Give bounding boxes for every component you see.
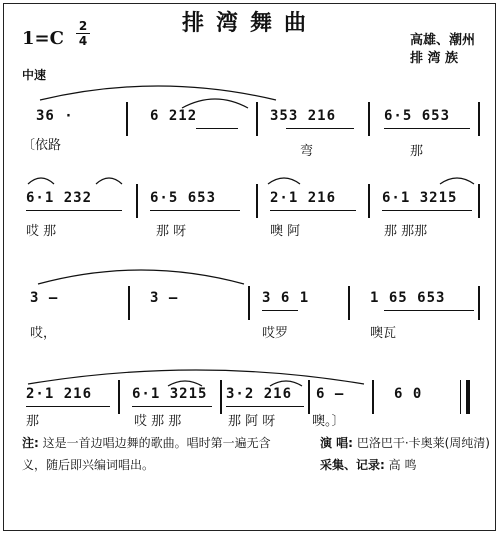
measure: 3 –	[150, 290, 179, 306]
lyric: 那	[410, 144, 424, 159]
barline	[478, 286, 480, 320]
credits	[320, 432, 490, 476]
barline	[248, 286, 250, 320]
time-bottom: 4	[78, 34, 88, 48]
footnote	[22, 432, 292, 476]
measure: 6 212	[150, 108, 198, 124]
measure: 3 –	[30, 290, 59, 306]
barline	[478, 184, 480, 218]
origin-ethnic: 排 湾 族	[410, 51, 459, 66]
origin-place: 高雄、潮州	[410, 33, 476, 48]
barline	[348, 286, 350, 320]
final-barline-thick	[466, 380, 470, 414]
final-barline-thin	[460, 380, 461, 414]
barline	[128, 286, 130, 320]
footnote-text: 这是一首边唱边舞的歌曲。唱时第一遍无含义，随后即兴编词唱出。	[22, 436, 271, 472]
measure: 353 216	[270, 108, 337, 124]
singer-name: 巴洛巴干·卡奥莱(周纯清)	[356, 436, 490, 450]
measure: 1 65 653	[370, 290, 446, 306]
barline	[126, 102, 128, 136]
barline	[256, 102, 258, 136]
lyric: 噢 阿	[270, 224, 301, 239]
collector-label: 采集、记录:	[320, 458, 385, 472]
lyric: 〔依路	[22, 138, 62, 153]
measure: 6·1 3215	[382, 190, 458, 206]
barline	[118, 380, 120, 414]
lyric: 那 呀	[156, 224, 187, 239]
barline	[136, 184, 138, 218]
measure: 6 0	[394, 386, 423, 402]
time-signature	[76, 20, 90, 47]
time-top: 2	[78, 19, 88, 33]
measure: 6·5 653	[150, 190, 217, 206]
barline	[256, 184, 258, 218]
lyric: 噢。〕	[312, 414, 345, 429]
barline	[372, 380, 374, 414]
measure: 2·1 216	[26, 386, 93, 402]
lyric: 哎罗	[262, 326, 289, 341]
measure: 6 –	[316, 386, 345, 402]
song-title: 排湾舞曲	[181, 10, 318, 36]
lyric: 哎 那 那	[134, 414, 182, 429]
barline	[368, 102, 370, 136]
barline	[478, 102, 480, 136]
singer-label: 演 唱:	[320, 436, 353, 450]
barline	[368, 184, 370, 218]
lyric: 那 阿 呀	[228, 414, 276, 429]
measure: 3·2 216	[226, 386, 293, 402]
key-signature: 1=C	[22, 28, 64, 49]
measure: 3 6 1	[262, 290, 310, 306]
measure: 6·1 232	[26, 190, 93, 206]
measure: 6·1 3215	[132, 386, 208, 402]
origin-info	[410, 32, 475, 68]
lyric: 那	[26, 414, 40, 429]
lyric: 噢瓦	[370, 326, 397, 341]
measure: 36 ·	[36, 108, 74, 124]
barline	[308, 380, 310, 414]
lyric: 那 那那	[384, 224, 428, 239]
lyric: 哎，	[30, 326, 57, 341]
lyric: 弯	[300, 144, 314, 159]
collector-name: 高 鸣	[388, 458, 417, 472]
barline	[220, 380, 222, 414]
measure: 6·5 653	[384, 108, 451, 124]
tempo-marking: 中速	[22, 68, 47, 82]
lyric: 哎 那	[26, 224, 57, 239]
footnote-label: 注:	[22, 436, 39, 450]
measure: 2·1 216	[270, 190, 337, 206]
